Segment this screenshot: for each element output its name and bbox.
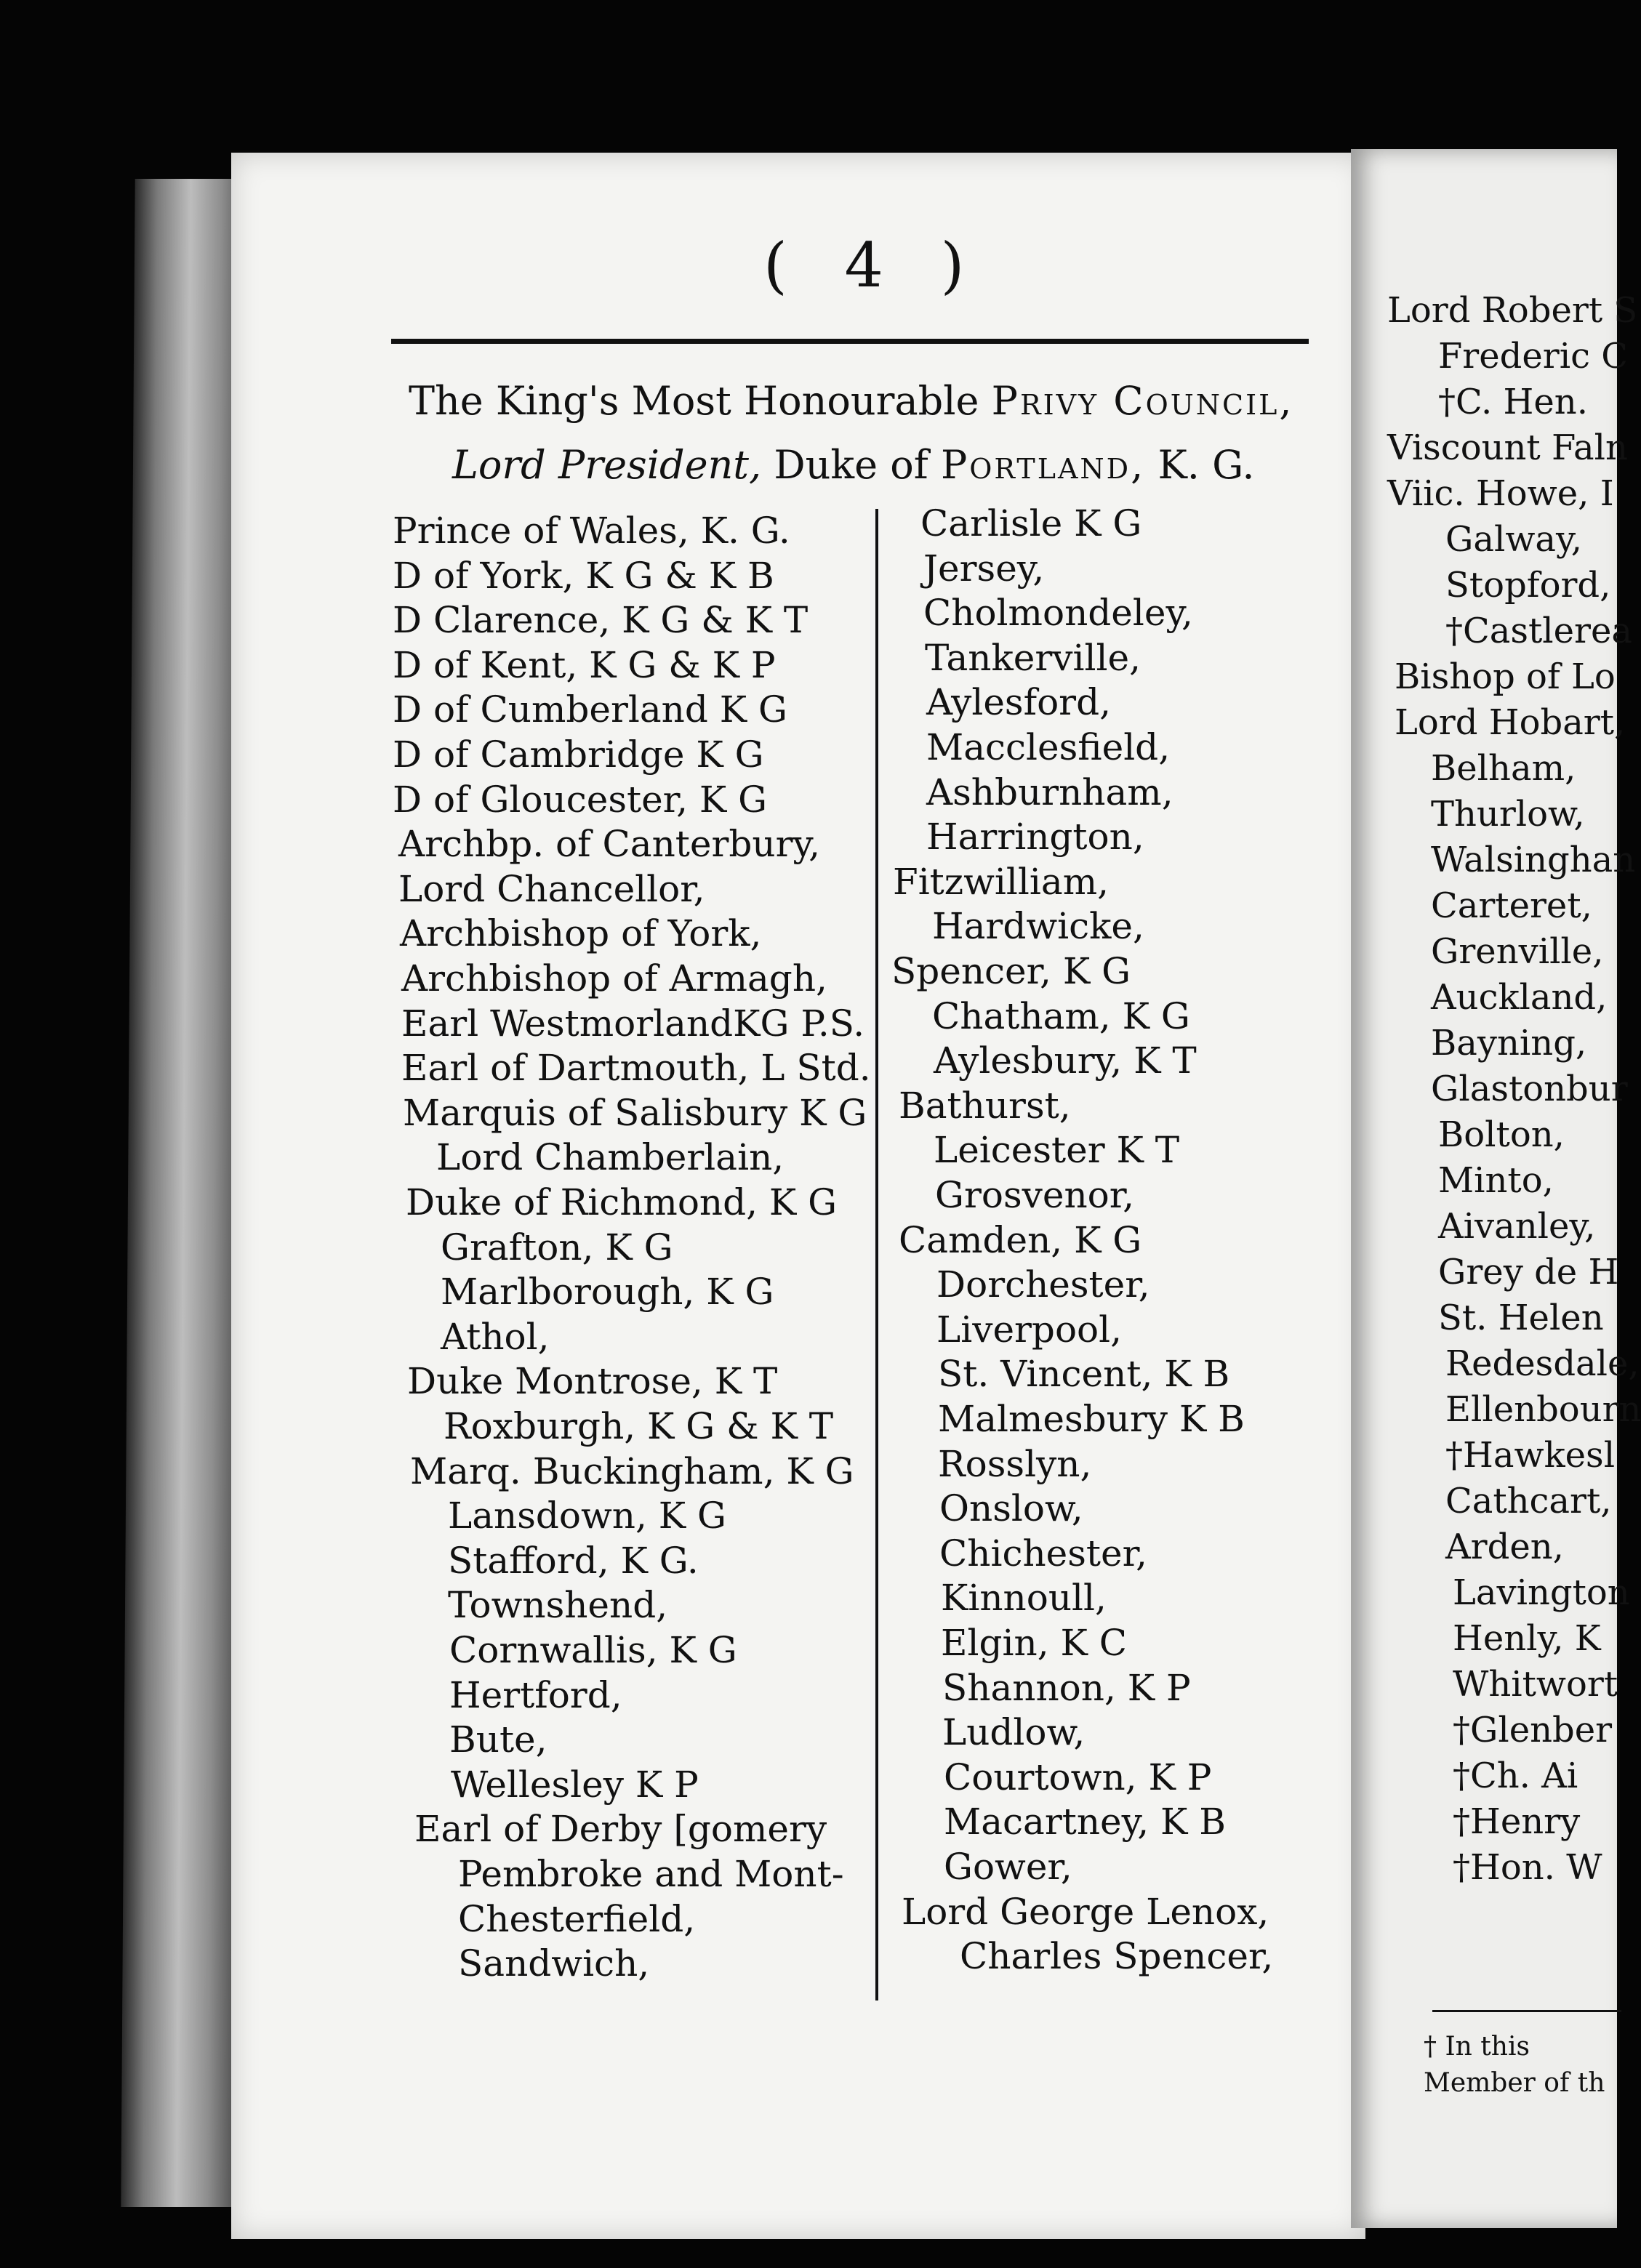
member-entry: Bathurst,	[899, 1084, 1071, 1127]
member-entry: †Hon. W	[1453, 1847, 1602, 1888]
member-entry: Lansdown, K G	[448, 1495, 726, 1537]
member-entry: Glastonbur	[1431, 1069, 1628, 1109]
member-entry: †C. Hen.	[1438, 382, 1588, 422]
member-entry: Earl of Dartmouth, L Std.	[401, 1047, 871, 1090]
member-entry: Tankerville,	[925, 636, 1141, 679]
member-entry: Belham,	[1431, 748, 1576, 789]
member-entry: Stafford, K G.	[448, 1539, 699, 1582]
member-entry: Bishop of Lo	[1395, 656, 1616, 697]
lord-president-line	[452, 442, 1255, 488]
member-entry: Lord George Lenox,	[902, 1890, 1269, 1933]
member-entry: Rosslyn,	[938, 1442, 1092, 1485]
member-entry: Archbishop of York,	[400, 912, 762, 955]
member-entry: Spencer, K G	[891, 950, 1131, 992]
member-entry: Sandwich,	[458, 1942, 650, 1985]
member-entry: Liverpool,	[936, 1308, 1123, 1351]
council-title	[409, 378, 1294, 424]
member-entry: Fitzwilliam,	[893, 860, 1109, 903]
member-entry: Lord Chancellor,	[398, 867, 705, 910]
member-entry: Archbp. of Canterbury,	[398, 823, 820, 866]
council-title-smallcaps: Privy Council,	[991, 378, 1294, 424]
member-entry: Kinnoull,	[941, 1577, 1107, 1620]
member-entry: Chesterfield,	[458, 1897, 696, 1940]
member-entry: †Hawkesl	[1445, 1435, 1616, 1476]
member-entry: Leicester K T	[934, 1129, 1180, 1172]
member-entry: †Ch. Ai	[1453, 1756, 1578, 1796]
member-entry: Carteret,	[1431, 885, 1592, 926]
member-entry: Marq. Buckingham, K G	[410, 1449, 854, 1492]
member-entry: Wellesley K P	[451, 1763, 699, 1806]
page-number: ( 4 )	[763, 230, 984, 301]
member-entry: Hardwicke,	[932, 905, 1144, 948]
member-entry: Walsinghan	[1431, 840, 1636, 880]
member-entry: †Castlerea	[1445, 611, 1632, 651]
lord-president-suffix: K. G.	[1157, 442, 1255, 488]
member-entry: Dorchester,	[936, 1263, 1150, 1306]
member-entry: D of York, K G & K B	[393, 554, 774, 597]
member-entry: D of Gloucester, K G	[393, 778, 768, 821]
member-entry: Stopford,	[1445, 565, 1611, 606]
member-entry: Ludlow,	[942, 1711, 1086, 1754]
member-entry: Bayning,	[1431, 1023, 1587, 1063]
member-entry: Grey de H	[1438, 1252, 1619, 1292]
member-entry: D of Cumberland K G	[393, 688, 787, 731]
member-entry: †Henry	[1453, 1801, 1581, 1842]
facing-page-footnote-rule	[1432, 2010, 1621, 2012]
member-entry: Thurlow,	[1431, 794, 1585, 835]
member-entry: Aylesford,	[926, 681, 1111, 724]
lord-president-name: Portland,	[940, 442, 1146, 488]
lord-president-prefix: Duke of	[774, 442, 928, 488]
member-entry: Roxburgh, K G & K T	[444, 1405, 834, 1447]
member-entry: Prince of Wales, K. G.	[393, 510, 790, 552]
member-entry: Jersey,	[923, 547, 1045, 590]
member-entry: St. Vincent, K B	[938, 1353, 1230, 1396]
facing-page-footnote-line-1: † In this	[1424, 2032, 1530, 2062]
member-entry: Lord Chamberlain,	[436, 1136, 785, 1179]
member-entry: D of Cambridge K G	[393, 733, 764, 776]
member-entry: Bolton,	[1438, 1114, 1565, 1155]
member-entry: Lord Robert S	[1387, 290, 1638, 331]
member-entry: Elgin, K C	[941, 1622, 1127, 1664]
facing-page-footnote-line-2: Member of th	[1424, 2068, 1605, 2098]
lord-president-label: Lord President,	[452, 442, 762, 488]
member-entry: Marquis of Salisbury K G	[403, 1091, 867, 1134]
member-entry: Earl of Derby [gomery	[414, 1808, 827, 1851]
member-entry: Harrington,	[926, 816, 1144, 858]
member-entry: Pembroke and Mont-	[458, 1853, 844, 1895]
member-entry: Ashburnham,	[926, 771, 1173, 813]
member-entry: Aivanley,	[1438, 1206, 1596, 1247]
member-entry: Earl WestmorlandKG P.S.	[401, 1002, 865, 1045]
column-divider	[875, 509, 878, 2000]
member-entry: Townshend,	[448, 1584, 668, 1627]
member-entry: Gower,	[944, 1846, 1072, 1888]
member-entry: †Glenber	[1453, 1710, 1613, 1750]
member-entry: Marlborough, K G	[441, 1271, 774, 1314]
member-entry: Camden, K G	[899, 1218, 1142, 1261]
member-entry: Aylesbury, K T	[934, 1040, 1197, 1082]
header-rule	[391, 339, 1309, 344]
member-entry: Cholmondeley,	[923, 592, 1193, 635]
member-entry: Chatham, K G	[932, 994, 1190, 1037]
member-entry: Shannon, K P	[942, 1666, 1191, 1709]
member-entry: Grosvenor,	[935, 1174, 1135, 1216]
member-entry: D Clarence, K G & K T	[393, 599, 809, 642]
member-entry: Ellenbourn	[1445, 1389, 1641, 1430]
member-entry: D of Kent, K G & K P	[393, 643, 776, 686]
member-entry: Bute,	[449, 1718, 547, 1761]
member-entry: Athol,	[441, 1315, 550, 1358]
member-entry: Minto,	[1438, 1160, 1554, 1201]
member-entry: Cornwallis, K G	[449, 1629, 737, 1671]
member-entry: Lavington	[1453, 1572, 1630, 1613]
member-entry: Macclesfield,	[926, 726, 1171, 768]
member-entry: Arden,	[1445, 1527, 1564, 1567]
member-entry: Carlisle K G	[920, 502, 1142, 544]
council-title-prefix: The King's Most Honourable	[409, 378, 979, 424]
member-entry: Duke of Richmond, K G	[406, 1181, 838, 1223]
member-entry: Archbishop of Armagh,	[401, 957, 827, 1000]
member-entry: Grafton, K G	[441, 1226, 673, 1268]
member-entry: Viscount Faln	[1387, 427, 1628, 468]
member-entry: Viic. Howe, I	[1387, 473, 1614, 514]
facing-page-fragment	[1351, 149, 1641, 2228]
member-entry: St. Helen	[1438, 1298, 1604, 1338]
member-entry: Courtown, K P	[944, 1756, 1212, 1798]
member-entry: Charles Spencer,	[960, 1935, 1274, 1978]
member-entry: Onslow,	[939, 1487, 1083, 1530]
member-entry: Redesdale,	[1445, 1343, 1640, 1384]
member-entry: Galway,	[1445, 519, 1583, 560]
member-entry: Auckland,	[1431, 977, 1608, 1018]
member-entry: Chichester,	[939, 1532, 1147, 1575]
member-entry: Frederic C	[1438, 336, 1628, 377]
member-entry: Duke Montrose, K T	[407, 1360, 778, 1403]
member-entry: Cathcart,	[1445, 1481, 1612, 1521]
member-entry: Hertford,	[449, 1673, 622, 1716]
member-entry: Lord Hobart,	[1395, 702, 1626, 743]
member-entry: Henly, K	[1453, 1618, 1601, 1659]
member-entry: Malmesbury K B	[938, 1398, 1245, 1440]
member-entry: Macartney, K B	[944, 1801, 1226, 1843]
member-entry: Whitwort	[1453, 1664, 1618, 1705]
member-entry: Grenville,	[1431, 931, 1604, 972]
